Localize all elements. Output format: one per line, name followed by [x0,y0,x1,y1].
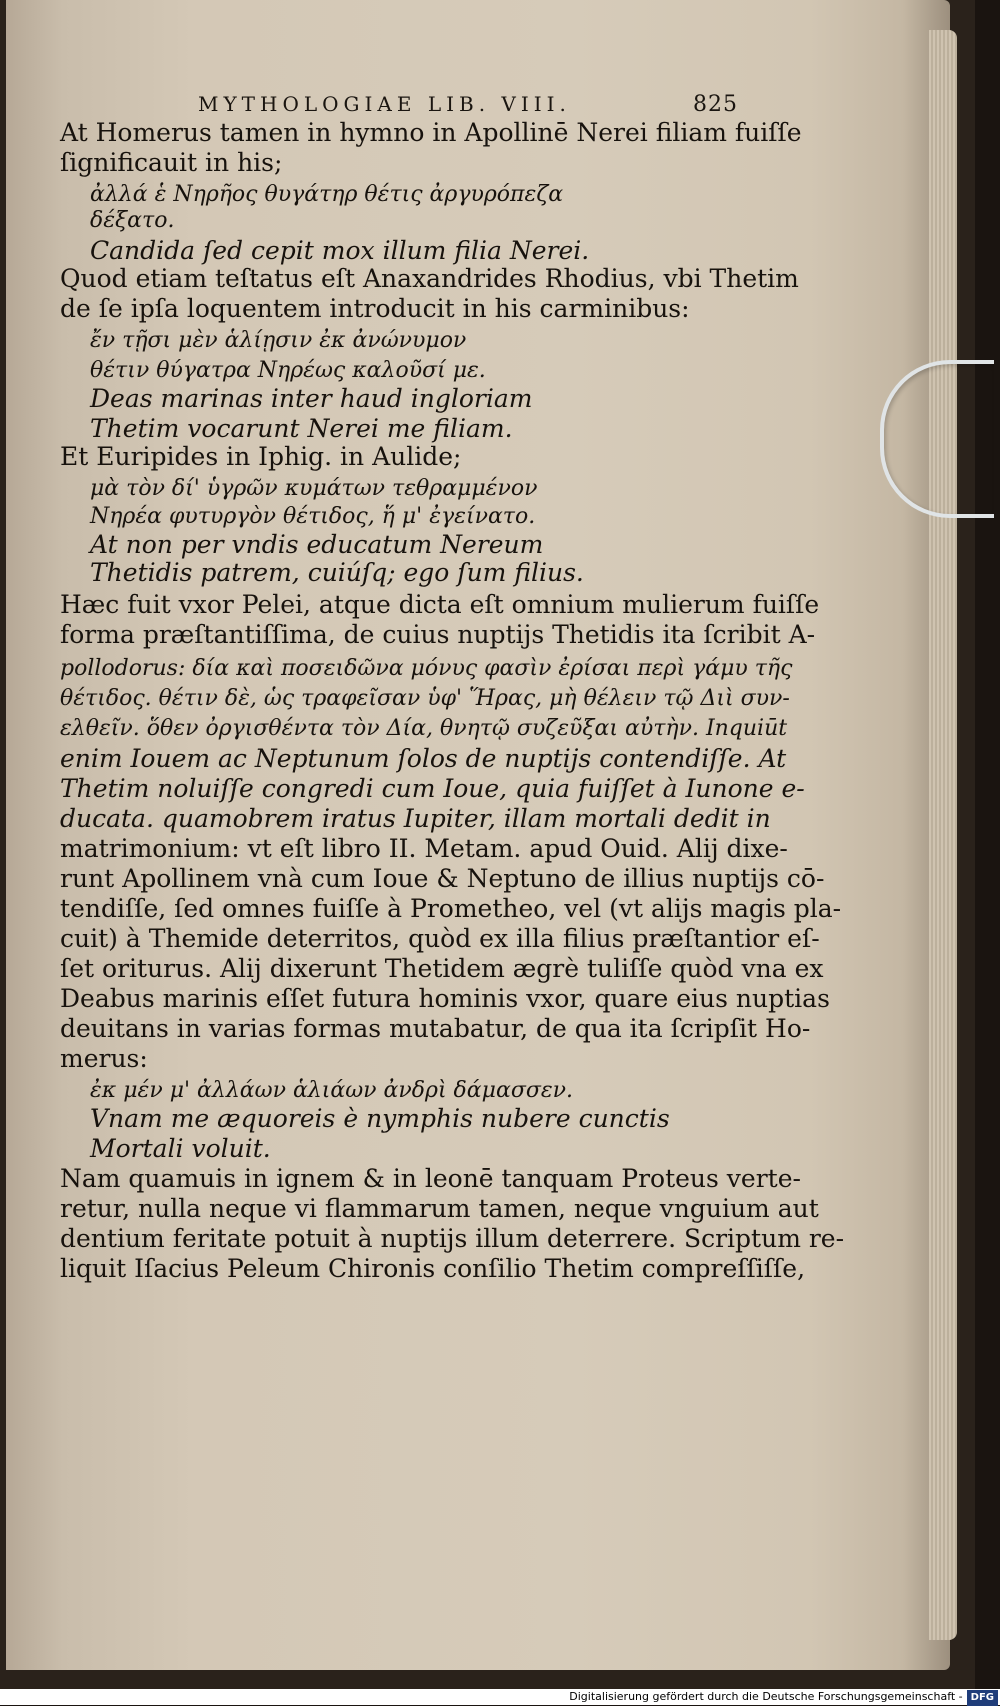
text-line: Quod etiam teſtatus eſt Anaxandrides Rhodius, vbi Thetim [60,264,799,293]
text-line: Hæc fuit vxor Pelei, atque dicta eſt omnium mulierum fuiſſe [60,590,820,619]
text-line: Thetim noluiſſe congredi cum Ioue, quia fuiſſet à Iunone e- [60,774,805,803]
text-line: cuit) à Themide deterritos, quòd ex illa filius præſtantior eſ- [60,924,820,953]
greek-line: δέξατο. [90,208,175,233]
page-clip [880,360,994,518]
text-line: θέτιδος. θέτιν δὲ, ὡς τραφεῖσαν ὑφ' Ἥρας, μὴ θέλειν τῷ Διὶ συν- [60,686,790,711]
verse-line: Mortali voluit. [90,1134,271,1163]
greek-line: Νηρέα φυτυργὸν θέτιδος, ἥ μ' ἐγείνατο. [90,504,536,529]
text-line: enim Iouem ac Neptunum ſolos de nuptijs contendiſſe. At [60,744,787,773]
text-line: At Homerus tamen in hymno in Apollinē Nerei filiam fuiſſe [60,118,802,147]
text-line: ελθεῖν. ὅθεν ὀργισθέντα τὸν Δία, θνητῷ συζεῦξαι αὐτὴν. Inquiūt [60,716,788,741]
text-line: Nam quamuis in ignem & in leonē tanquam Proteus verte- [60,1164,801,1193]
digitization-footer [0,1689,1000,1705]
text-line: runt Apollinem vnà cum Ioue & Neptuno de illius nuptijs cō- [60,864,825,893]
text-line: tendiſſe, ſed omnes fuiſſe à Prometheo, vel (vt alijs magis pla- [60,894,842,923]
verse-line: At non per vndis educatum Nereum [90,530,544,559]
running-header [198,92,738,117]
dfg-logo: DFG [967,1690,998,1706]
text-line: Et Euripides in Iphig. in Aulide; [60,442,462,471]
text-line: ſignificauit in his; [60,148,283,177]
page-edges [929,30,957,1640]
text-line: liquit Iſacius Peleum Chironis conſilio Thetim compreſſiſſe, [60,1254,806,1283]
greek-line: ἀλλά ἑ Νηρῆος θυγάτηρ θέτις ἀργυρόπεζα [90,182,564,207]
verse-line: Candida ſed cepit mox illum filia Nerei. [90,236,590,265]
verse-line: Vnam me æquoreis è nymphis nubere cunctis [90,1104,670,1133]
text-line: dentium feritate potuit à nuptijs illum deterrere. Scriptum re- [60,1224,845,1253]
text-line: ducata. quamobrem iratus Iupiter, illam mortali dedit in [60,804,771,833]
greek-line: ἔν τῇσι μὲν ἁλίῃσιν ἐκ ἀνώνυμον [90,328,467,353]
text-line: merus: [60,1044,148,1073]
text-line: Deabus marinis eſſet futura hominis vxor, quare eius nuptias [60,984,830,1013]
greek-line: ἐκ μέν μ' ἀλλάων ἁλιάων ἀνδρὶ δάμασσεν. [90,1078,574,1103]
page-number: 825 [693,92,738,117]
text-line: matrimonium: vt eſt libro II. Metam. apud Ouid. Alij dixe- [60,834,788,863]
text-line: ſet oriturus. Alij dixerunt Thetidem ægrè tuliſſe quòd vna ex [60,954,824,983]
verse-line: Deas marinas inter haud ingloriam [90,384,533,413]
text-line: forma præſtantiſſima, de cuius nuptijs Thetidis ita ſcribit A- [60,620,816,649]
footer-text: Digitalisierung gefördert durch die Deutsche Forschungsgemeinschaft - [569,1690,963,1703]
greek-line: θέτιν θύγατρα Νηρέως καλοῦσί με. [90,358,486,383]
verse-line: Thetim vocarunt Nerei me filiam. [90,414,513,443]
text-line: retur, nulla neque vi flammarum tamen, neque vnguium aut [60,1194,819,1223]
text-line: deuitans in varias formas mutabatur, de qua ita ſcripſit Ho- [60,1014,811,1043]
running-title: MYTHOLOGIAE LIB. VIII. [198,92,571,116]
text-line: de ſe ipſa loquentem introducit in his carminibus: [60,294,690,323]
text-line: pollodorus: δία καὶ ποσειδῶνα μόνυς φασὶν ἐρίσαι περὶ γάμυ τῆς [60,656,793,681]
verse-line: Thetidis patrem, cuiúſq; ego ſum filius. [90,558,584,587]
greek-line: μὰ τὸν δί' ὑγρῶν κυμάτων τεθραμμένον [90,476,538,501]
